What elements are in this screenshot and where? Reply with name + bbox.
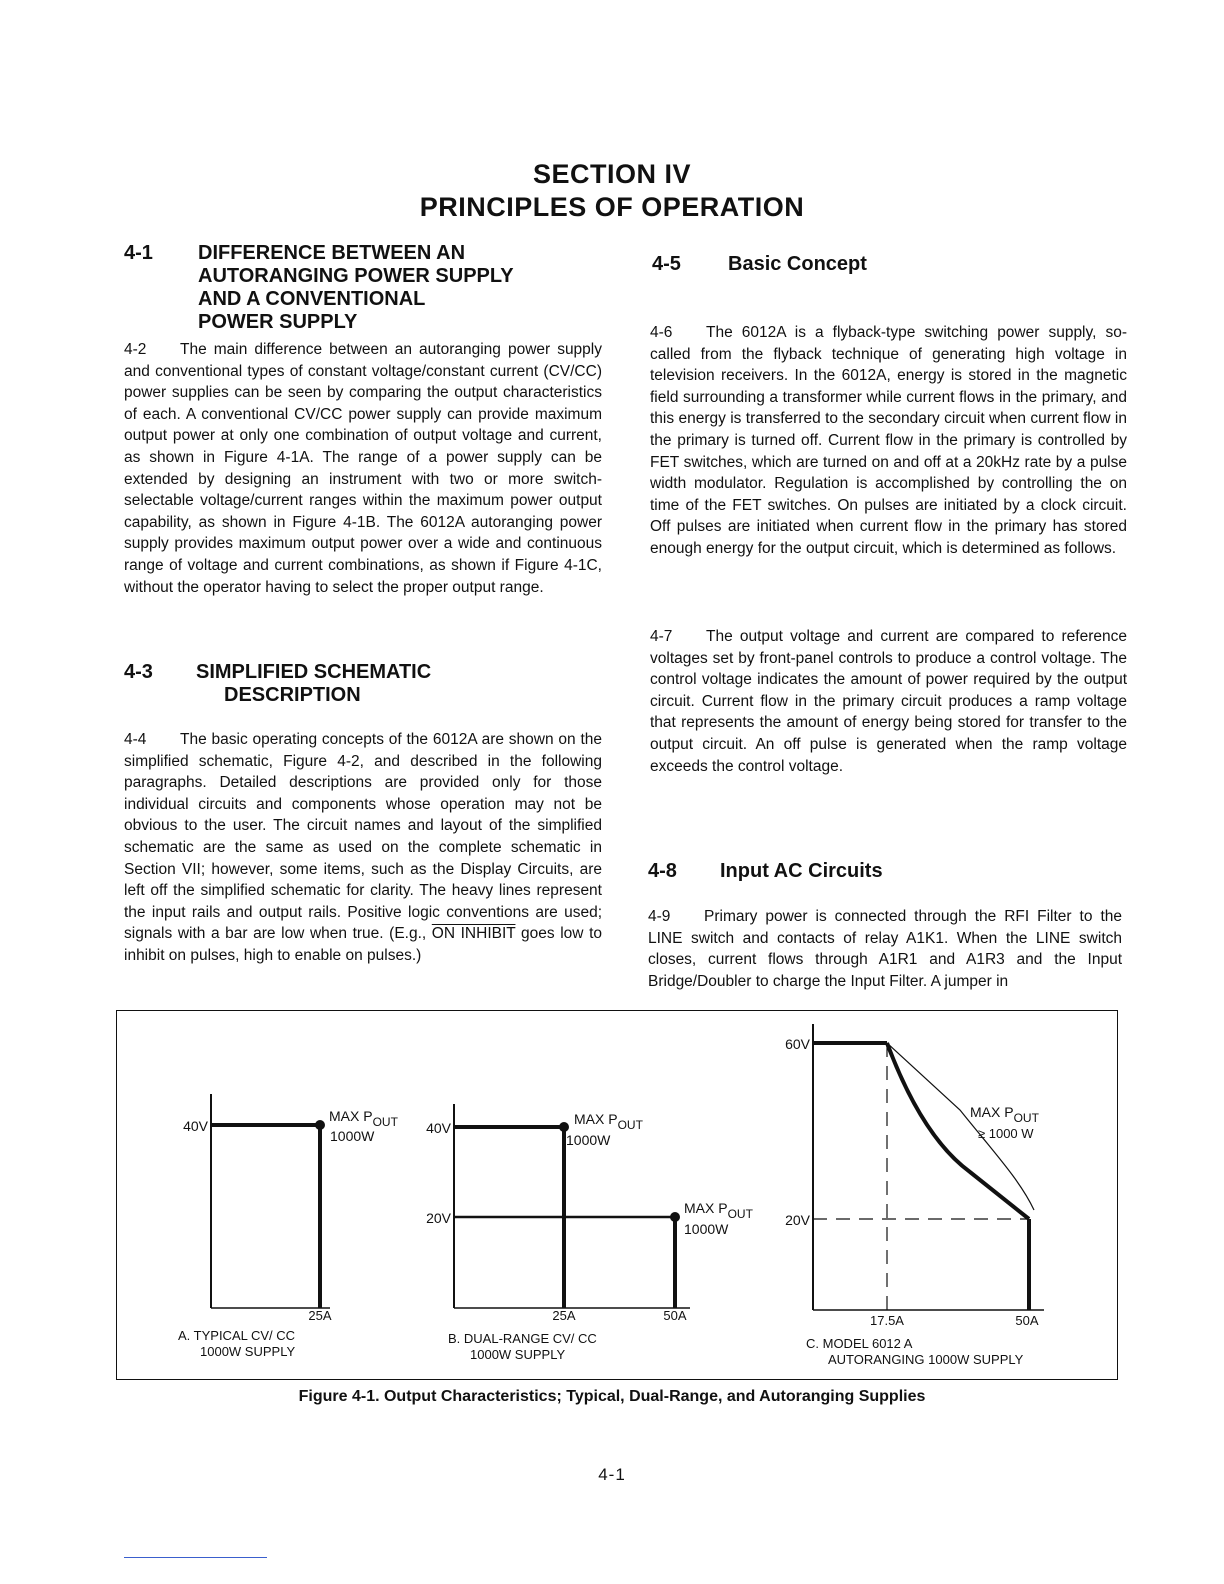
chart-a-i-label: 25A [308,1308,332,1323]
heading-line: POWER SUPPLY [198,311,358,333]
chart-b-operating-point-high [559,1122,569,1132]
heading-4-8: Input AC Circuits [720,860,883,882]
paragraph-number: 4-4 [124,731,147,748]
paragraph-text: The 6012A is a flyback-type switching power supply, so-called from the flyback technique of generating high voltage in television receivers. In the 6012A, energy is stored in the magnetic field surrounding a transformer while current flows in the primary, and this energy is transferred to the secondary circuit when current flow in the primary is turned off. Current flow in the primary is controlled by FET switches, which are turned on and off at a 20kHz rate by a pulse width modulator. Regulation is accomplished by controlling the on time of the FET switches. On pulses are initiated by a clock circuit. Off pulses are initiated when current flow in the primary has stored enough energy for the output circuit, which is determined as follows. [650,324,1127,557]
chart-c-caption-2: AUTORANGING 1000W SUPPLY [828,1352,1024,1367]
chart-c-caption-1: C. MODEL 6012 A [806,1336,913,1351]
chart-b-max-label-low: MAX POUT [684,1200,753,1221]
section-title: PRINCIPLES OF OPERATION [419,192,805,222]
chart-b-power-label-low: 1000W [684,1221,729,1237]
page-number: 4-1 [598,1465,626,1484]
chart-c-max-label: MAX POUT [970,1104,1039,1125]
chart-c-power-label: ≥ 1000 W [978,1126,1034,1141]
heading-4-8-number: 4-8 [648,860,677,882]
footer-rule [124,1557,267,1558]
chart-c [785,1024,1044,1367]
figure-caption: Figure 4-1. Output Characteristics; Typical, Dual-Range, and Autoranging Supplies [298,1388,926,1405]
chart-b [426,1104,754,1362]
paragraph-number: 4-2 [124,341,147,358]
chart-a-max-label: MAX POUT [329,1108,398,1129]
heading-4-5-number: 4-5 [652,253,681,275]
chart-b-operating-point-low [670,1212,680,1222]
chart-b-caption-1: B. DUAL-RANGE CV/ CC [448,1331,597,1346]
heading-line: DESCRIPTION [224,684,361,706]
heading-4-3-number: 4-3 [124,661,153,683]
heading-line: DIFFERENCE BETWEEN AN [198,242,466,264]
heading-line: AND A CONVENTIONAL [198,288,426,310]
heading-4-5: Basic Concept [728,253,867,275]
chart-b-i-high-label: 25A [552,1308,576,1323]
paragraph-text: Primary power is connected through the RFI Filter to the LINE switch and contacts of relay A1K1. When the LINE switch closes, current flows through A1R1 and A1R3 and the Input Bridge/Doubler to charge the Input Filter. A jumper in [648,908,1122,990]
chart-a-caption-2: 1000W SUPPLY [200,1344,296,1359]
chart-a-caption-1: A. TYPICAL CV/ CC [178,1328,296,1343]
paragraph-text: The main difference between an autoranging power supply and conventional types of constant voltage/constant current (CV/CC) power supplies can be seen by comparing the output characteristics of each. A conventional CV/CC power supply can provide maximum output power at only one combination of output voltage and current, as shown in Figure 4-1A. The range of a power supply can be extended by designing an instrument with two or more switch-selectable voltage/current ranges within the maximum power output capability, as shown in Figure 4-1B. The 6012A autoranging power supply provides maximum output power over a wide and continuous range of voltage and current combinations, as shown if Figure 4-1C, without the operator having to select the proper output range. [124,341,602,596]
chart-c-v-low-label: 20V [785,1212,810,1228]
chart-b-max-label-high: MAX POUT [574,1111,643,1132]
paragraph-number: 4-9 [648,908,671,925]
chart-b-v-high-label: 40V [426,1120,451,1136]
paragraph-text: The output voltage and current are compared to reference voltages set by front-panel controls to produce a control voltage. The control voltage indicates the amount of power required by the output circuit. Current flow in the primary circuit produces a ramp voltage that represents the amount of energy being stored for transfer to the output circuit. An off pulse is generated when the ramp voltage exceeds the control voltage. [650,628,1127,775]
heading-line: AUTORANGING POWER SUPPLY [198,265,514,287]
paragraph-number: 4-6 [650,324,673,341]
paragraph-number: 4-7 [650,628,673,645]
chart-b-i-low-label: 50A [663,1308,687,1323]
heading-line: SIMPLIFIED SCHEMATIC [196,661,432,683]
chart-c-i-high-label: 50A [1015,1313,1039,1328]
heading-4-1-number: 4-1 [124,242,153,264]
chart-c-i-mid-label: 17.5A [870,1313,904,1328]
chart-a [178,1094,399,1359]
paragraph-text: goes low to inhibit on pulses, high to enable on pulses.) [124,925,602,964]
chart-a-power-label: 1000W [330,1128,375,1144]
paragraph-text: The basic operating concepts of the 6012A are shown on the simplified schematic, Figure 4-2, and described in the following paragraphs. Detailed descriptions are provided only for those individual circuits and components whose operation may not be obvious to the user. The circuit names and layout of the simplified schematic are the same as used on the complete schematic in Section VII; however, some items, such as the Display Circuits, are left off the simplified schematic for clarity. The heavy lines represent the input rails and output rails. Positive logic conventions are used; signals with a bar are low when true. (E.g., [124,731,602,943]
chart-b-caption-2: 1000W SUPPLY [470,1347,566,1362]
chart-c-v-high-label: 60V [785,1036,810,1052]
section-number: SECTION IV [532,159,692,189]
chart-a-operating-point [315,1120,325,1130]
chart-b-power-label-high: 1000W [566,1132,611,1148]
chart-a-v-label: 40V [183,1118,208,1134]
chart-b-v-low-label: 20V [426,1210,451,1226]
signal-on-inhibit: ON INHIBIT [431,925,516,943]
